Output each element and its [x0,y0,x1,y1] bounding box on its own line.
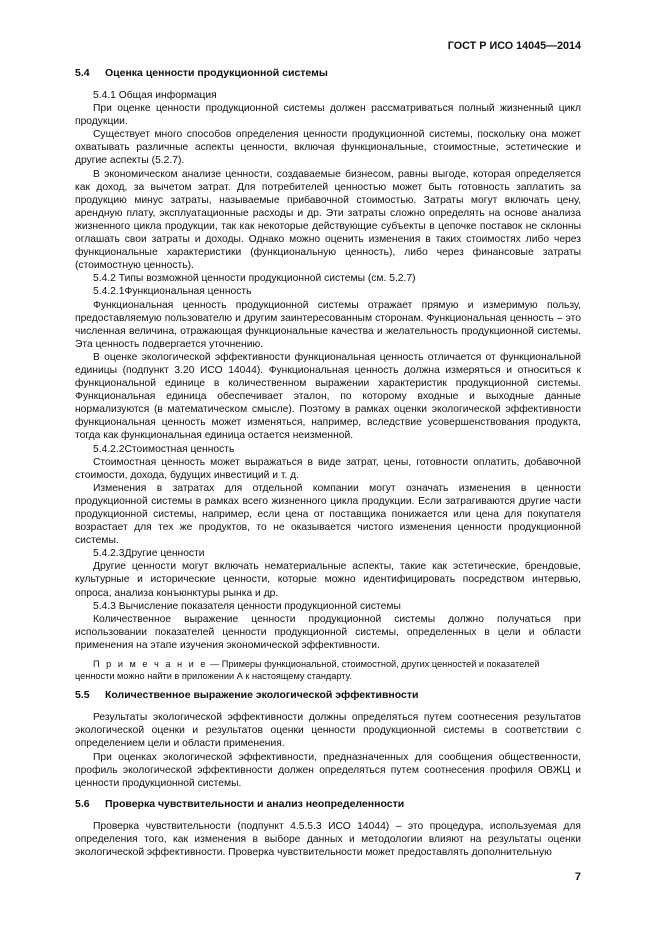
section-5-5-heading [75,689,581,702]
paragraph: Другие ценности могут включать нематериальные аспекты, такие как эстетические, брендовые, культурные и исторические ценности, которые можно идентифицировать посредством интервью, опроса, анализа конъюнктуры рынка и др. [75,561,581,599]
paragraph: Количественное выражение ценности продукционной системы должно получаться при использовании показателей ценности продукционной системы, определенных в цели и области применения на этапе изучения экономической эффективности. [75,613,581,651]
standard-header: ГОСТ Р ИСО 14045—2014 [447,40,581,52]
paragraph: Изменения в затратах для отдельной компании могут означать изменения в ценности продукционной системы в рамках всего жизненного цикла продукции. Если затрагиваются другие части продукционной системы, например, если цена от поставщика понижается или цена для покупателя возрастает для тех же продуктов, то не оказывается чистого изменения ценности продукционной системы. [75,482,581,547]
subsection-5-4-2-2: 5.4.2.2Стоимостная ценность [93,443,235,455]
subsection-5-4-1: 5.4.1 Общая информация [93,90,217,101]
paragraph: При оценке ценности продукционной системы должен рассматриваться полный жизненный цикл продукции. [75,103,581,128]
paragraph: В оценке экологической эффективности функциональная ценность отличается от функциональной единицы (подпункт 3.20 ИСО 14044). Функциональная ценность должна измеряться и относиться к функциональной единице в количественном выражении характеристик продукционной системы. Функциональная единица обеспечивает эталон, по которому входные и выходные данные нормализуются (в математическом смысле). Поэтому в рамках оценки экологической эффективности функциональная ценность может изменяться, например, вследствие усовершенствования продукта, тогда как функциональная единица остается неизменной. [75,351,581,442]
paragraph: В экономическом анализе ценности, создаваемые бизнесом, равны выгоде, которая определяется как доход, за вычетом затрат. Для потребителей ценностью может быть готовность заплатить за продукцию минус затраты, называемые прибавочной стоимостью. Затраты могут включать цену, арендную плату, эксплуатационные расходы и др. Эти затраты сложно определять на основе анализа жизненного цикла продукции, так как некоторые действующие субъекты в цепочке поставок не склонны оглашать свои затраты и доходы. Однако можно оценить изменения в таких стоимостях либо через функциональные характеристики (функциональную ценность), либо через финансовые затраты (стоимостную ценность). [75,168,581,272]
note-label: П р и м е ч а н и е [93,659,208,670]
section-title: Оценка ценности продукционной системы [105,67,328,79]
subsection-5-4-2-3: 5.4.2.3Другие ценности [93,548,205,560]
paragraph: При оценках экологической эффективности, предназначенных для сообщения общественности, профиль экологической эффективности должен определяться путем соотнесения профиля ОВЖЦ и ценности продукционной системы. [75,751,581,789]
note-text: — Примеры функциональной, стоимостной, других ценностей и показателей ценности можно найти в приложении А к настоящему стандарту. [75,659,540,681]
subsection-5-4-2: 5.4.2 Типы возможной ценности продукционной системы (см. 5.2.7) [93,273,416,285]
paragraph: Функциональная ценность продукционной системы отражает прямую и измеримую пользу, предоставляемую пользователю и другим заинтересованным сторонам. Функциональная ценность – это численная величина, отражающая функциональные качества и желательность продукционной системы. Эта ценность подвергается уточнению. [75,299,581,350]
subsection-5-4-3: 5.4.3 Вычисление показателя ценности продукционной системы [93,600,401,612]
paragraph: Стоимостная ценность может выражаться в виде затрат, цены, готовности оплатить, добавочной стоимости, дохода, будущих инвестиций и т. д. [75,456,581,481]
section-5-4-heading [75,67,581,80]
section-number: 5.4 [75,67,90,79]
paragraph: Проверка чувствительности (подпункт 4.5.5.3 ИСО 14044) – это процедура, используемая для определения того, как изменения в выборе данных и методологии влияют на результаты оценки экологической эффективности. Проверка чувствительности может предоставлять дополнительную [75,820,581,858]
note [75,659,581,682]
paragraph: Результаты экологической эффективности должны определяться путем соотнесения результатов экологической оценки и результатов оценки ценности продукционной системы в соответствии с определением цели и области применения. [75,712,581,750]
section-title: Количественное выражение экологической эффективности [105,689,419,702]
page-number: 7 [574,871,581,883]
paragraph: Существует много способов определения ценности продукционной системы, поскольку она может охватывать различные аспекты ценности, включая функциональные, стоимостные, эстетические и другие аспекты (5.2.7). [75,129,581,167]
section-number: 5.6 [75,797,90,810]
section-5-6-heading [75,798,581,811]
section-title: Проверка чувствительности и анализ неопределенности [105,797,405,810]
page-content [75,67,581,859]
section-number: 5.5 [75,689,90,702]
subsection-5-4-2-1: 5.4.2.1Функциональная ценность [93,286,252,298]
